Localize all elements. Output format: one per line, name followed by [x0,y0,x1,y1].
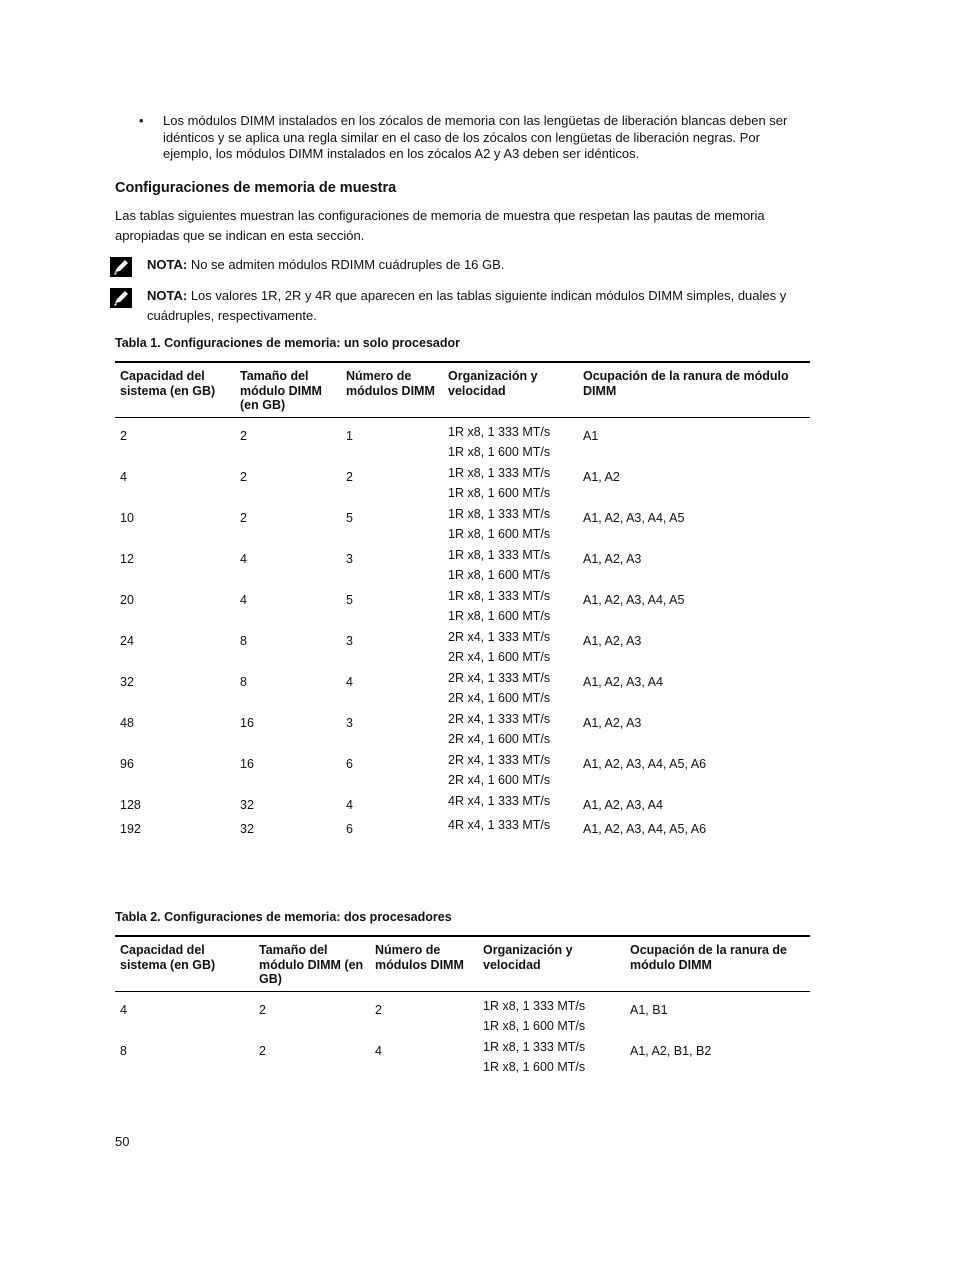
table-row [115,545,810,586]
cell-slot-occupancy: A1, A2, A3 [583,715,642,730]
bullet-item [139,113,799,163]
cell-organization-speed [443,545,578,586]
cell-slot-occupancy: A1, B1 [630,1002,668,1017]
table2-caption: Tabla 2. Configuraciones de memoria: dos procesadores [115,910,452,924]
table-row [115,463,810,504]
cell-organization-speed [443,750,578,791]
cell-num: 2 [375,1002,382,1017]
note-pencil-icon [110,288,132,308]
column-header: Tamaño del módulo DIMM (en GB) [235,362,341,417]
cell-size: 16 [240,756,254,771]
org-speed-line: 2R x4, 1 600 MT/s [448,773,551,787]
cell-num: 4 [346,797,353,812]
table-row [115,668,810,709]
cell-num: 6 [346,822,353,836]
column-header: Capacidad del sistema (en GB) [115,362,235,417]
cell-cap: 2 [120,428,127,443]
cell-organization-speed [443,668,578,709]
column-header: Organización y velocidad [478,936,625,991]
org-speed-line: 2R x4, 1 600 MT/s [448,732,551,746]
table2-memory-dual-processor [115,935,810,1078]
cell-slot-occupancy: A1, A2, A3, A4, A5, A6 [583,822,707,836]
org-speed-line: 2R x4, 1 333 MT/s [448,711,551,726]
cell-num: 4 [375,1043,382,1058]
cell-slot-occupancy: A1, A2, A3 [583,633,642,648]
cell-size: 4 [240,592,247,607]
bullet-text: Los módulos DIMM instalados en los zócalos de memoria con las lengüetas de liberación blancas deben ser idénticos y se aplica una regla similar en el caso de los zócalos con lengüetas de liberación negras. Por ejemplo, los módulos DIMM instalados en los zócalos A2 y A3 deben ser idénticos. [163,113,788,161]
cell-num: 6 [346,756,353,771]
column-header: Número de módulos DIMM [341,362,443,417]
org-speed-line: 2R x4, 1 333 MT/s [448,752,551,767]
cell-cap: 10 [120,510,134,525]
table-row [115,709,810,750]
column-header: Número de módulos DIMM [370,936,478,991]
cell-size: 32 [240,822,254,836]
table-row [115,750,810,791]
table-row [115,627,810,668]
cell-slot-occupancy: A1, A2, A3, A4, A5 [583,510,685,525]
cell-organization-speed [478,1037,625,1078]
org-speed-line: 2R x4, 1 333 MT/s [448,670,551,685]
cell-num: 4 [346,674,353,689]
cell-cap: 48 [120,715,134,730]
page-number: 50 [115,1134,130,1149]
cell-num: 2 [346,469,353,484]
cell-cap: 8 [120,1043,127,1058]
cell-size: 2 [259,1002,266,1017]
org-speed-line: 2R x4, 1 600 MT/s [448,691,551,705]
table-row [115,815,810,840]
cell-slot-occupancy: A1, A2, A3 [583,551,642,566]
cell-size: 2 [259,1043,266,1058]
cell-slot-occupancy: A1, A2, A3, A4, A5 [583,592,685,607]
table-row [115,504,810,545]
org-speed-line: 4R x4, 1 333 MT/s [448,818,551,832]
cell-num: 3 [346,633,353,648]
cell-organization-speed [443,627,578,668]
org-speed-line: 1R x8, 1 333 MT/s [448,506,551,521]
org-speed-line: 1R x8, 1 600 MT/s [448,609,551,623]
bullet-marker: • [139,113,144,128]
cell-organization-speed [443,791,578,816]
table-row [115,586,810,627]
column-header: Capacidad del sistema (en GB) [115,936,254,991]
note-pencil-icon [110,257,132,277]
org-speed-line: 1R x8, 1 600 MT/s [448,527,551,541]
cell-slot-occupancy: A1, A2, A3, A4 [583,674,663,689]
org-speed-line: 1R x8, 1 333 MT/s [448,588,551,603]
cell-slot-occupancy: A1 [583,428,599,443]
cell-size: 32 [240,797,254,812]
cell-slot-occupancy: A1, A2, A3, A4, A5, A6 [583,756,707,771]
note-text: No se admiten módulos RDIMM cuádruples de 16 GB. [190,257,505,272]
cell-organization-speed [443,586,578,627]
cell-num: 1 [346,428,353,443]
cell-num: 5 [346,510,353,525]
cell-organization-speed [443,417,578,463]
cell-cap: 4 [120,469,127,484]
cell-size: 8 [240,674,247,689]
table-header-row [115,936,810,991]
cell-num: 5 [346,592,353,607]
intro-paragraph: Las tablas siguientes muestran las configuraciones de memoria de muestra que respetan las pautas de memoria apropiadas que se indican en esta sección. [115,208,765,243]
cell-size: 16 [240,715,254,730]
table-row [115,417,810,463]
column-header: Ocupación de la ranura de módulo DIMM [578,362,810,417]
table1-memory-single-processor [115,361,810,840]
cell-size: 2 [240,428,247,443]
cell-size: 8 [240,633,247,648]
cell-size: 2 [240,469,247,484]
cell-organization-speed [443,815,578,840]
org-speed-line: 1R x8, 1 600 MT/s [483,1019,586,1033]
cell-organization-speed [443,504,578,545]
column-header: Organización y velocidad [443,362,578,417]
org-speed-line: 1R x8, 1 600 MT/s [448,568,551,582]
org-speed-line: 1R x8, 1 333 MT/s [448,465,551,480]
cell-cap: 4 [120,1002,127,1017]
table-row [115,1037,810,1078]
org-speed-line: 1R x8, 1 600 MT/s [448,486,551,500]
cell-cap: 24 [120,633,134,648]
cell-cap: 32 [120,674,134,689]
org-speed-line: 1R x8, 1 333 MT/s [483,998,586,1013]
table-header-row [115,362,810,417]
table1-caption: Tabla 1. Configuraciones de memoria: un solo procesador [115,336,460,350]
cell-cap: 96 [120,756,134,771]
cell-slot-occupancy: A1, A2, A3, A4 [583,797,663,812]
cell-num: 3 [346,715,353,730]
org-speed-line: 2R x4, 1 333 MT/s [448,629,551,644]
table-row [115,991,810,1037]
table-row [115,791,810,816]
org-speed-line: 2R x4, 1 600 MT/s [448,650,551,664]
org-speed-line: 1R x8, 1 600 MT/s [448,445,551,459]
cell-organization-speed [478,991,625,1037]
cell-cap: 20 [120,592,134,607]
cell-num: 3 [346,551,353,566]
note-label: NOTA: [147,288,188,303]
cell-size: 2 [240,510,247,525]
column-header: Ocupación de la ranura de módulo DIMM [625,936,810,991]
org-speed-line: 1R x8, 1 333 MT/s [448,547,551,562]
cell-organization-speed [443,709,578,750]
table1-body [115,417,810,840]
cell-slot-occupancy: A1, A2 [583,469,620,484]
table2-body [115,991,810,1078]
cell-size: 4 [240,551,247,566]
org-speed-line: 4R x4, 1 333 MT/s [448,793,551,808]
section-title: Configuraciones de memoria de muestra [115,180,397,196]
cell-slot-occupancy: A1, A2, B1, B2 [630,1043,712,1058]
cell-organization-speed [443,463,578,504]
cell-cap: 12 [120,551,134,566]
cell-cap: 128 [120,797,141,812]
org-speed-line: 1R x8, 1 333 MT/s [483,1039,586,1054]
org-speed-line: 1R x8, 1 333 MT/s [448,424,551,439]
org-speed-line: 1R x8, 1 600 MT/s [483,1060,586,1074]
note-1 [110,255,810,275]
note-2 [110,286,810,326]
cell-cap: 192 [120,822,141,836]
note-label: NOTA: [147,257,188,272]
note-text: Los valores 1R, 2R y 4R que aparecen en las tablas siguiente indican módulos DIMM simples, duales y cuádruples, respectivamente. [147,288,787,323]
column-header: Tamaño del módulo DIMM (en GB) [254,936,370,991]
